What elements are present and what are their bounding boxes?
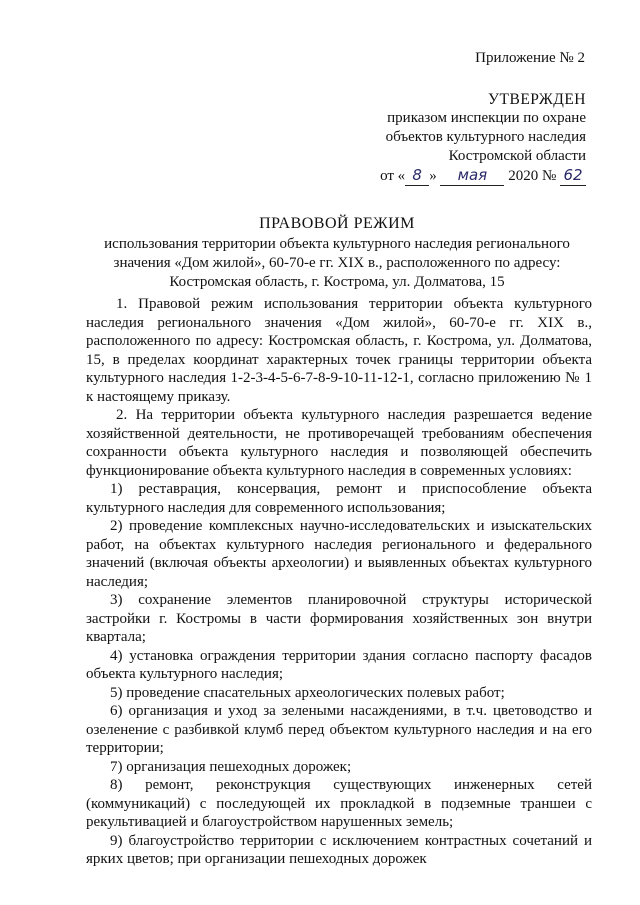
date-mid: » bbox=[429, 168, 437, 184]
approval-line-2: объектов культурного наследия bbox=[385, 129, 586, 145]
paragraph-2: 2. На территории объекта культурного наследия разрешается ведение хозяйственной деятельности, не противоречащей требованиям обеспечения сохранности объекта культурного наследия и позволяющей обеспечить функционирование объекта культурного наследия в современных условиях: bbox=[86, 407, 592, 479]
title-line-1: использования территории объекта культурного наследия регионального bbox=[104, 236, 570, 252]
document-body bbox=[86, 295, 592, 869]
list-item-7: 7) организация пешеходных дорожек; bbox=[110, 758, 352, 775]
list-item-1: 1) реставрация, консервация, ремонт и приспособление объекта культурного наследия для современного использования; bbox=[86, 481, 592, 516]
list-item-2: 2) проведение комплексных научно-исследовательских и изыскательских работ, на объектах культурного наследия регионального и федерального значений (включая объекты археологии) и выявленных объектах культурного наследия; bbox=[86, 518, 592, 590]
paragraph-1: 1. Правовой режим использования территории объекта культурного наследия регионального значения «Дом жилой», 60-70-е гг. XIX в., расположенного по адресу: Костромская область, г. Кострома, ул. Долматова, 15, в пределах координат характерных точек границы территории объекта культурного наследия 1-2-3-4-5-6-7-8-9-10-11-12-1, согласно приложению № 1 к настоящему приказу. bbox=[86, 296, 592, 405]
approval-line-3: Костромской области bbox=[448, 148, 586, 164]
list-item-8: 8) ремонт, реконструкция существующих инженерных сетей (коммуникаций) с последующей их прокладкой в подземные траншеи с рекультивацией и благоустройством нарушенных земель; bbox=[86, 777, 592, 830]
approved-stamp-text: УТВЕРЖДЕН bbox=[488, 91, 586, 108]
annex-label: Приложение № 2 bbox=[475, 50, 585, 66]
date-month-handwritten: мая bbox=[440, 166, 504, 186]
order-number-handwritten: 62 bbox=[560, 166, 586, 186]
list-item-5: 5) проведение спасательных археологических полевых работ; bbox=[110, 684, 505, 701]
list-item-3: 3) сохранение элементов планировочной структуры исторической застройки г. Костромы в части формирования хозяйственных зон внутри квартала; bbox=[86, 592, 592, 645]
list-item-6: 6) организация и уход за зелеными насаждениями, в т.ч. цветоводство и озеленение с разбивкой клумб перед объектом культурного наследия и на его территории; bbox=[86, 703, 592, 756]
title-line-2: значения «Дом жилой», 60-70-е гг. XIX в., расположенного по адресу: bbox=[113, 255, 561, 271]
document-heading: ПРАВОВОЙ РЕЖИМ bbox=[259, 215, 415, 232]
date-prefix: от « bbox=[380, 168, 406, 184]
document-title-block bbox=[84, 214, 590, 292]
date-day-handwritten: 8 bbox=[405, 166, 429, 186]
approval-date-line bbox=[306, 166, 586, 186]
title-line-3: Костромская область, г. Кострома, ул. Долматова, 15 bbox=[169, 274, 505, 290]
date-year: 2020 № bbox=[508, 168, 557, 184]
approval-line-1: приказом инспекции по охране bbox=[387, 110, 586, 126]
approval-block bbox=[306, 90, 586, 186]
list-item-9: 9) благоустройство территории с исключением контрастных сочетаний и ярких цветов; при организации пешеходных дорожек bbox=[86, 832, 592, 867]
list-item-4: 4) установка ограждения территории здания согласно паспорту фасадов объекта культурного наследия; bbox=[86, 647, 592, 682]
